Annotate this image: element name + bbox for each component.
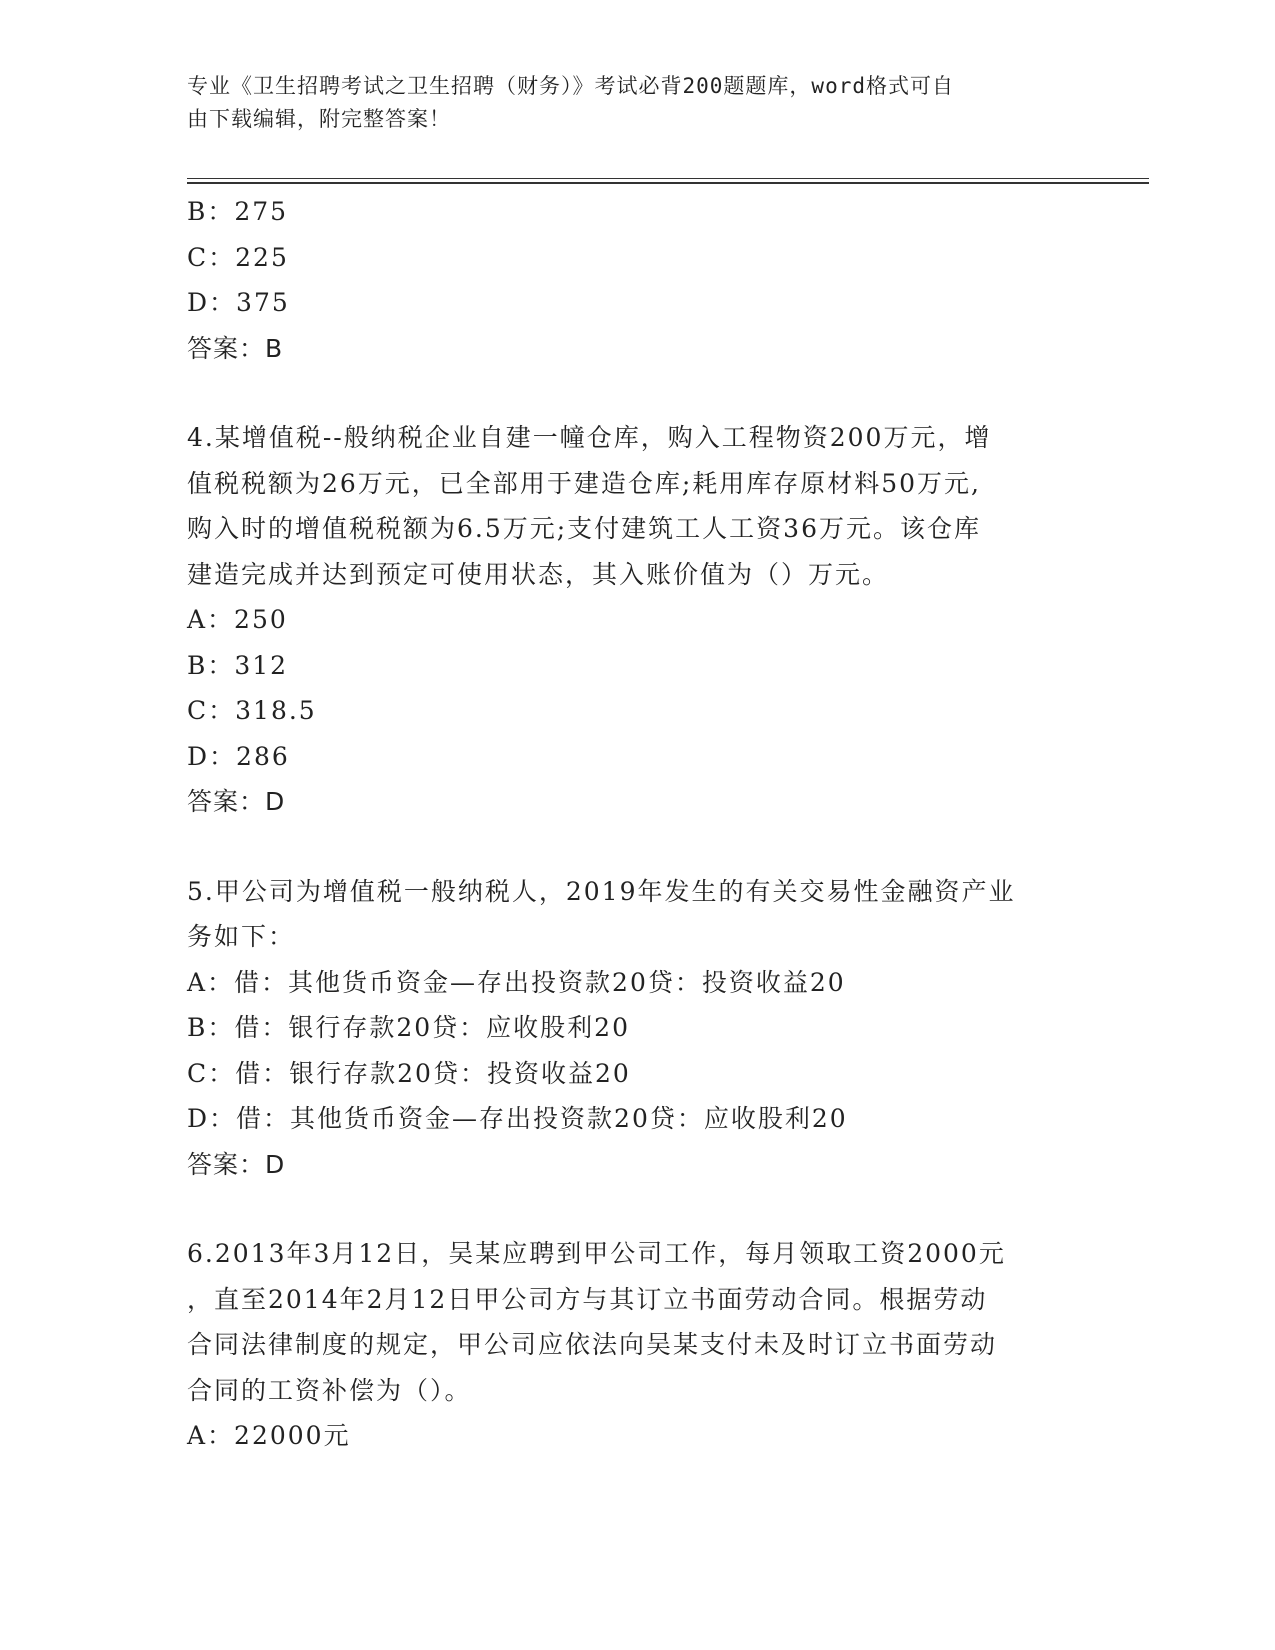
- option-d: D：286: [187, 741, 290, 771]
- answer-label: 答案：B: [187, 333, 284, 363]
- header-divider-thick: [187, 182, 1149, 184]
- question-3-tail: [187, 189, 1067, 371]
- option-d: D：375: [187, 288, 290, 317]
- question-text-line: 4.某增值税--般纳税企业自建一幢仓库，购入工程物资200万元，增: [187, 423, 992, 452]
- option-b: B：312: [187, 650, 289, 680]
- option-d: D：借：其他货币资金—存出投资款20贷：应收股利20: [187, 1104, 848, 1133]
- question-text-line: 合同法律制度的规定，甲公司应依法向吴某支付未及时订立书面劳动: [187, 1330, 998, 1359]
- question-text-line: 合同的工资补偿为（）。: [187, 1375, 472, 1405]
- question-text-line: 值税税额为26万元，已全部用于建造仓库;耗用库存原材料50万元,: [187, 468, 981, 498]
- header-line-1: 专业《卫生招聘考试之卫生招聘（财务）》考试必背200题题库，word格式可自: [187, 74, 954, 98]
- question-gap: [187, 1187, 1067, 1231]
- question-5: [187, 869, 1067, 1188]
- question-6: [187, 1231, 1067, 1459]
- option-a: A：22000元: [187, 1421, 351, 1450]
- document-body: [187, 189, 1067, 1459]
- header-divider: [187, 178, 1149, 179]
- question-text-line: 5.甲公司为增值税一般纳税人，2019年发生的有关交易性金融资产业: [187, 876, 1016, 906]
- question-4: [187, 415, 1067, 825]
- question-text-line: 6.2013年3月12日，吴某应聘到甲公司工作，每月领取工资2000元: [187, 1239, 1006, 1268]
- option-a: A：250: [187, 605, 288, 634]
- question-text-line: ，直至2014年2月12日甲公司方与其订立书面劳动合同。根据劳动: [187, 1284, 988, 1314]
- option-c: C：318.5: [187, 696, 317, 725]
- option-a: A：借：其他货币资金—存出投资款20贷：投资收益20: [187, 967, 846, 997]
- answer-label: 答案：D: [187, 787, 286, 816]
- question-gap: [187, 371, 1067, 415]
- question-text-line: 建造完成并达到预定可使用状态，其入账价值为（）万元。: [187, 559, 890, 589]
- option-c: C：借：银行存款20贷：投资收益20: [187, 1058, 631, 1088]
- header-line-2: 由下载编辑，附完整答案！: [187, 107, 451, 131]
- option-b: B：275: [187, 197, 289, 226]
- answer-label: 答案：D: [187, 1149, 286, 1179]
- question-text-line: 务如下：: [187, 922, 296, 951]
- document-header: [187, 70, 1067, 136]
- question-gap: [187, 825, 1067, 869]
- option-b: B：借：银行存款20贷：应收股利20: [187, 1013, 630, 1042]
- option-c: C：225: [187, 242, 289, 272]
- question-text-line: 购入时的增值税税额为6.5万元;支付建筑工人工资36万元。该仓库: [187, 514, 981, 543]
